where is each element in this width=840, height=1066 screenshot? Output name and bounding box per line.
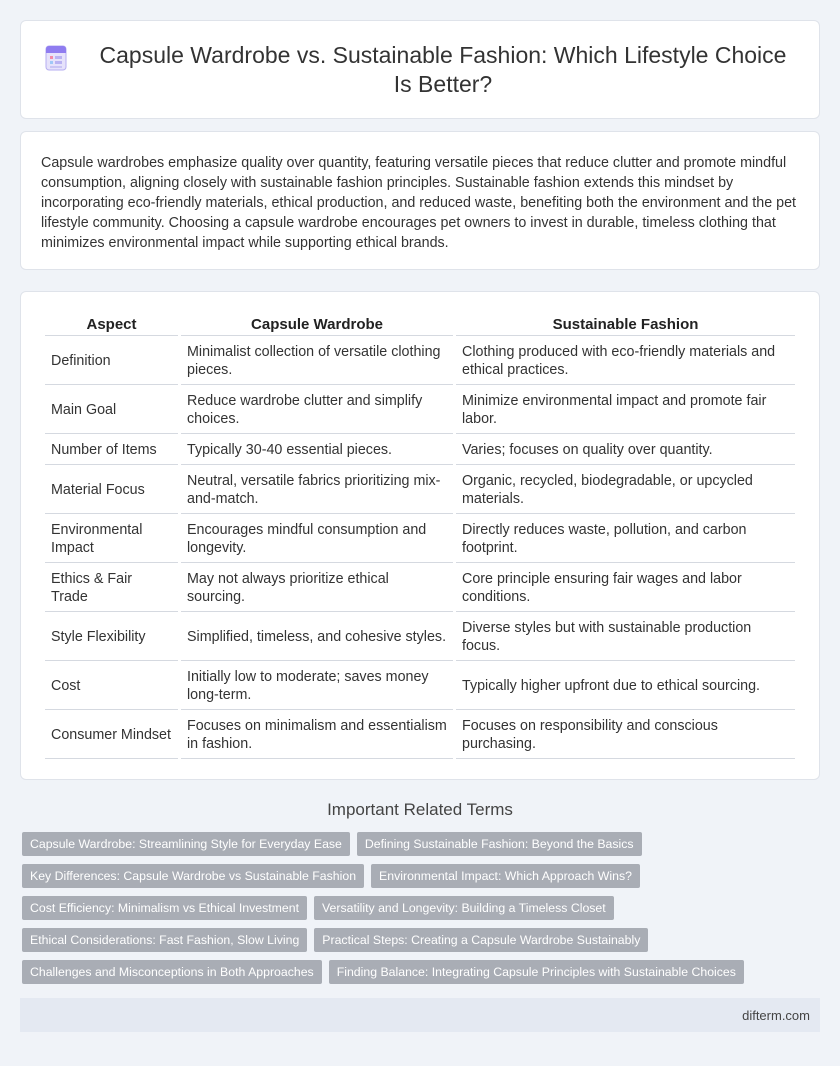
row-capsule: Encourages mindful consumption and longevity. xyxy=(181,515,453,563)
row-capsule: Focuses on minimalism and essentialism in fashion. xyxy=(181,711,453,759)
row-aspect: Definition xyxy=(45,337,178,385)
row-sustainable: Focuses on responsibility and conscious purchasing. xyxy=(456,711,795,759)
intro-card xyxy=(20,131,820,270)
footer xyxy=(20,998,820,1032)
row-sustainable: Diverse styles but with sustainable production focus. xyxy=(456,613,795,661)
title-wrap xyxy=(45,41,795,99)
related-terms-heading: Important Related Terms xyxy=(327,800,513,819)
related-tag[interactable]: Environmental Impact: Which Approach Wins? xyxy=(371,864,640,888)
page-title: Capsule Wardrobe vs. Sustainable Fashion: Which Lifestyle Choice Is Better? xyxy=(99,41,787,97)
table-row xyxy=(45,386,795,434)
table-row xyxy=(45,337,795,385)
row-aspect: Ethics & Fair Trade xyxy=(45,564,178,612)
row-sustainable: Varies; focuses on quality over quantity. xyxy=(456,435,795,465)
related-tag[interactable]: Capsule Wardrobe: Streamlining Style for Everyday Ease xyxy=(22,832,350,856)
row-aspect: Material Focus xyxy=(45,466,178,514)
related-tag[interactable]: Versatility and Longevity: Building a Timeless Closet xyxy=(314,896,614,920)
related-tag[interactable]: Practical Steps: Creating a Capsule Wardrobe Sustainably xyxy=(314,928,648,952)
document-icon xyxy=(45,45,67,71)
header-sustainable-fashion: Sustainable Fashion xyxy=(456,313,795,336)
related-tag[interactable]: Finding Balance: Integrating Capsule Principles with Sustainable Choices xyxy=(329,960,744,984)
related-tag[interactable]: Challenges and Misconceptions in Both Approaches xyxy=(22,960,322,984)
row-aspect: Main Goal xyxy=(45,386,178,434)
title-card xyxy=(20,20,820,119)
row-capsule: Minimalist collection of versatile clothing pieces. xyxy=(181,337,453,385)
table-row xyxy=(45,435,795,465)
row-sustainable: Core principle ensuring fair wages and labor conditions. xyxy=(456,564,795,612)
table-row xyxy=(45,613,795,661)
related-tag[interactable]: Defining Sustainable Fashion: Beyond the Basics xyxy=(357,832,642,856)
related-tag[interactable]: Key Differences: Capsule Wardrobe vs Sustainable Fashion xyxy=(22,864,364,888)
row-sustainable: Organic, recycled, biodegradable, or upcycled materials. xyxy=(456,466,795,514)
intro-paragraph: Capsule wardrobes emphasize quality over quantity, featuring versatile pieces that reduce clutter and promote mindful consumption, aligning closely with sustainable fashion principles. Sustainable fashion extends this mindset by incorporating eco-friendly materials, ethical production, and reduced waste, benefiting both the environment and the pet lifestyle community. Choosing a capsule wardrobe encourages pet owners to invest in durable, timeless clothing that minimizes environmental impact while supporting ethical brands. xyxy=(41,155,797,251)
row-capsule: Simplified, timeless, and cohesive styles. xyxy=(181,613,453,661)
row-sustainable: Typically higher upfront due to ethical sourcing. xyxy=(456,662,795,710)
row-sustainable: Clothing produced with eco-friendly materials and ethical practices. xyxy=(456,337,795,385)
row-sustainable: Directly reduces waste, pollution, and carbon footprint. xyxy=(456,515,795,563)
table-row xyxy=(45,515,795,563)
row-capsule: Typically 30-40 essential pieces. xyxy=(181,435,453,465)
related-tag[interactable]: Ethical Considerations: Fast Fashion, Slow Living xyxy=(22,928,307,952)
footer-site-link[interactable]: difterm.com xyxy=(742,1007,810,1023)
row-aspect: Cost xyxy=(45,662,178,710)
table-header-row xyxy=(45,313,795,336)
row-aspect: Consumer Mindset xyxy=(45,711,178,759)
row-capsule: May not always prioritize ethical sourcing. xyxy=(181,564,453,612)
row-sustainable: Minimize environmental impact and promote fair labor. xyxy=(456,386,795,434)
row-aspect: Number of Items xyxy=(45,435,178,465)
comparison-card xyxy=(20,291,820,780)
table-row xyxy=(45,711,795,759)
table-row xyxy=(45,564,795,612)
row-aspect: Style Flexibility xyxy=(45,613,178,661)
table-row xyxy=(45,662,795,710)
header-capsule-wardrobe: Capsule Wardrobe xyxy=(181,313,453,336)
row-aspect: Environmental Impact xyxy=(45,515,178,563)
related-tag[interactable]: Cost Efficiency: Minimalism vs Ethical Investment xyxy=(22,896,307,920)
row-capsule: Neutral, versatile fabrics prioritizing mix-and-match. xyxy=(181,466,453,514)
related-terms-section xyxy=(0,800,840,992)
row-capsule: Reduce wardrobe clutter and simplify choices. xyxy=(181,386,453,434)
table-row xyxy=(45,466,795,514)
row-capsule: Initially low to moderate; saves money long-term. xyxy=(181,662,453,710)
comparison-table xyxy=(42,312,798,760)
header-aspect: Aspect xyxy=(45,313,178,336)
related-tags xyxy=(0,832,840,992)
